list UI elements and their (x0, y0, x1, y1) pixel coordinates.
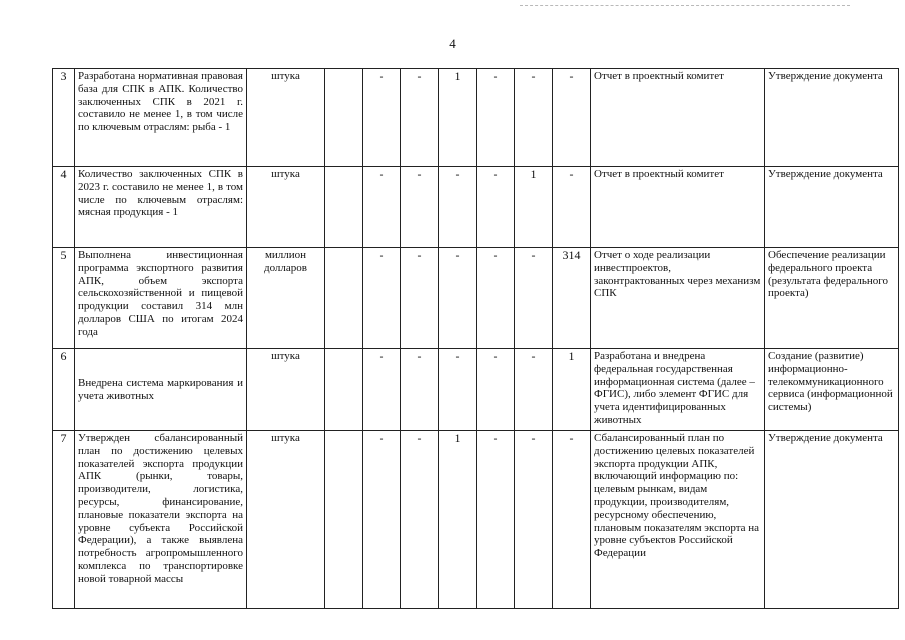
value-cell: - (477, 349, 515, 431)
value-cell: - (553, 167, 591, 248)
value-cell: - (401, 349, 439, 431)
table-row (53, 248, 899, 349)
value-cell: - (477, 248, 515, 349)
document-cell: Отчет в проектный комитет (591, 167, 765, 248)
value-cell: - (477, 431, 515, 609)
table-row (53, 431, 899, 609)
value-cell (325, 349, 363, 431)
value-cell: - (363, 167, 401, 248)
value-cell: - (553, 69, 591, 167)
value-cell: - (363, 248, 401, 349)
unit-cell: штука (247, 349, 325, 431)
value-cell (325, 69, 363, 167)
result-type-cell: Утверждение документа (765, 431, 899, 609)
document-cell: Отчет о ходе реализации инвестпроектов, законтрактованных через механизм СПК (591, 248, 765, 349)
unit-cell: штука (247, 431, 325, 609)
value-cell: - (477, 69, 515, 167)
value-cell: - (363, 349, 401, 431)
unit-cell: штука (247, 69, 325, 167)
value-cell: - (401, 69, 439, 167)
value-cell (325, 431, 363, 609)
row-number: 3 (53, 69, 75, 167)
row-number: 4 (53, 167, 75, 248)
value-cell: - (515, 69, 553, 167)
table-row (53, 167, 899, 248)
value-cell: 1 (515, 167, 553, 248)
results-table (52, 68, 899, 609)
value-cell: - (401, 248, 439, 349)
value-cell (325, 167, 363, 248)
value-cell: 1 (439, 69, 477, 167)
result-type-cell: Утверждение документа (765, 167, 899, 248)
value-cell: - (401, 167, 439, 248)
result-description: Утвержден сбалансированный план по достижению целевых показателей экспорта продукции АПК (рынки, товары, производители, логистика, ресурсы, финансирование, плановые показатели экспорта на уровне субъекта Российской Федерации), а также выявлена потребность агропромышленного комплекса по транспортировке новой товарной массы (75, 431, 247, 609)
document-cell: Разработана и внедрена федеральная государственная информационная система (далее – ФГИС), либо элемент ФГИС для учета идентифицированных животных (591, 349, 765, 431)
value-cell: - (401, 431, 439, 609)
result-type-cell: Утверждение документа (765, 69, 899, 167)
unit-cell: штука (247, 167, 325, 248)
result-description: Разработана нормативная правовая база для СПК в АПК. Количество заключенных СПК в 2021 г. составило не менее 1, в том числе по ключевым отраслям: рыба - 1 (75, 69, 247, 167)
value-cell: 314 (553, 248, 591, 349)
row-number: 7 (53, 431, 75, 609)
result-description: Выполнена инвестиционная программа экспортного развития АПК, объем экспорта сельскохозяйственной и пищевой продукции составил 314 млн долларов США по итогам 2024 года (75, 248, 247, 349)
unit-cell: миллион долларов (247, 248, 325, 349)
document-cell: Сбалансированный план по достижению целевых показателей экспорта продукции АПК, включающий информацию по: целевым рынкам, видам продукции, производителям, ресурсному обеспечению, плановым показателям экспорта на уровне субъектов Российской Федерации (591, 431, 765, 609)
row-number: 5 (53, 248, 75, 349)
value-cell (325, 248, 363, 349)
result-type-cell: Обеспечение реализации федерального проекта (результата федерального проекта) (765, 248, 899, 349)
value-cell: - (363, 69, 401, 167)
value-cell: - (515, 431, 553, 609)
page-number: 4 (449, 36, 456, 51)
scan-top-line (520, 5, 850, 6)
value-cell: 1 (439, 431, 477, 609)
value-cell: - (439, 167, 477, 248)
result-type-cell: Создание (развитие) информационно-телекоммуникационного сервиса (информационной системы) (765, 349, 899, 431)
value-cell: - (439, 349, 477, 431)
value-cell: - (439, 248, 477, 349)
table-row (53, 349, 899, 431)
document-cell: Отчет в проектный комитет (591, 69, 765, 167)
row-number: 6 (53, 349, 75, 431)
table-row (53, 69, 899, 167)
value-cell: - (477, 167, 515, 248)
result-description: Количество заключенных СПК в 2023 г. составило не менее 1, в том числе по ключевым отраслям: мясная продукция - 1 (75, 167, 247, 248)
result-description: Внедрена система маркирования и учета животных (75, 349, 247, 431)
value-cell: - (515, 248, 553, 349)
value-cell: - (553, 431, 591, 609)
value-cell: 1 (553, 349, 591, 431)
value-cell: - (363, 431, 401, 609)
value-cell: - (515, 349, 553, 431)
